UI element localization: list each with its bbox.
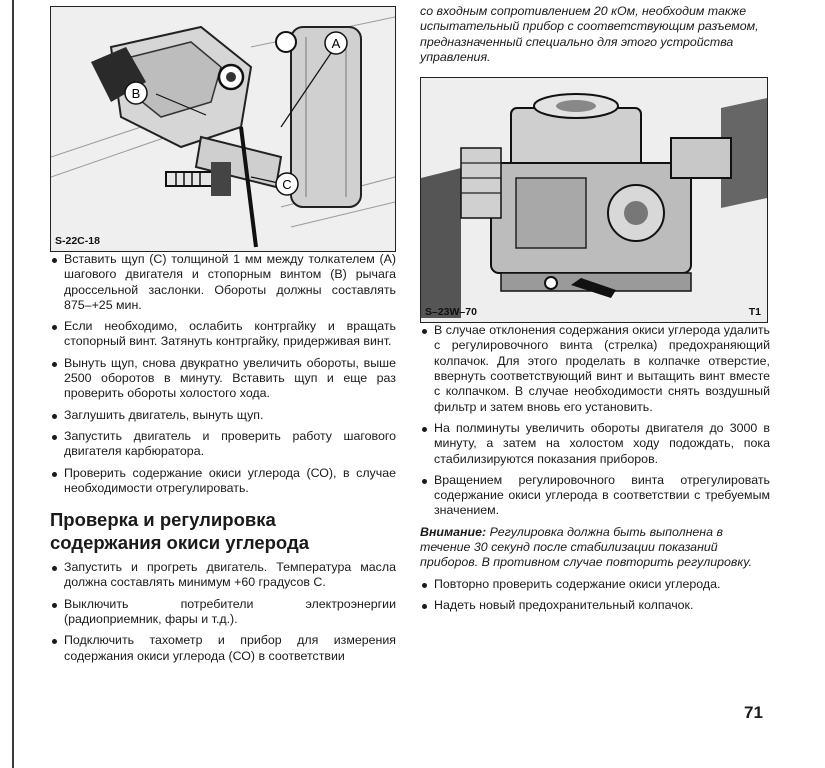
page-number: 71 [744,703,763,722]
procedure-list-right [420,323,770,519]
page-edge-line [12,0,14,768]
figure-code-left: S-22C-18 [55,235,100,247]
list-item: Надеть новый предохранительный колпачок. [420,598,770,613]
procedure-list-top [50,252,396,496]
callout-b: B [131,86,141,101]
list-item: Повторно проверить содержание окиси углерода. [420,577,770,592]
list-item: Проверить содержание окиси углерода (СО), в случае необходимости отрегулировать. [50,466,396,497]
section-heading-line1: Проверка и регулировка [50,509,276,531]
callout-c: C [282,177,292,192]
list-item: Подключить тахометр и прибор для измерения содержания окиси углерода (СО) в соответствии [50,633,396,664]
list-item: В случае отклонения содержания окиси углерода удалить с регулировочного винта (стрелка) предохраняющий колпачок. Для этого проделать в колпачке отверстие, ввернуть соответствующий винт и вытащить винт вместе с колпачком. В случае необходимости снять воздушный фильтр и затем вновь его установить. [420,323,770,415]
list-item: Вынуть щуп, снова двукратно увеличить обороты, выше 2500 оборотов в минуту. Вставить щуп и еще раз проверить обороты холостого хода. [50,356,396,402]
intro-paragraph: со входным сопротивлением 20 кОм, необходим также испытательный прибор с соответствующим разъемом, предназначенный специально для этого устройства управления. [420,4,759,64]
list-item: На полминуты увеличить обороты двигателя до 3000 в минуту, а затем на холостом ходу подождать, пока стабилизируются показания приборов. [420,421,770,467]
list-item: Заглушить двигатель, вынуть щуп. [50,408,396,423]
section-heading-line2: содержания окиси углерода [50,532,309,554]
procedure-list-bottom [50,560,396,664]
list-item: Вращением регулировочного винта отрегулировать содержание окиси углерода в соответствии с требуемым значением. [420,473,770,519]
list-item: Запустить и прогреть двигатель. Температура масла должна составлять минимум +60 градусов С. [50,560,396,591]
list-item: Если необходимо, ослабить контргайку и вращать стопорный винт. Затянуть контргайку, придерживая винт. [50,319,396,350]
throttle-figure [50,6,396,252]
figure-code-right: S–23W–70 [425,306,477,319]
left-column [50,0,396,670]
warning-note [420,525,770,571]
carburetor-figure [420,77,768,323]
figure-tag: T1 [748,306,761,319]
throttle-linkage-drawing [51,7,395,251]
right-column [420,0,770,619]
list-item: Запустить двигатель и проверить работу шагового двигателя карбюратора. [50,429,396,460]
procedure-list-right-final [420,577,770,614]
section-heading [50,508,396,554]
warning-label: Внимание: [420,524,487,539]
list-item: Вставить щуп (С) толщиной 1 мм между толкателем (А) шагового двигателя и стопорным винтом (В) рычага дроссельной заслонки. Обороты должны составлять 875–+25 мин. [50,252,396,313]
warning-text: Регулировка должна быть выполнена в течение 30 секунд после стабилизации показаний приборов. В противном случае повторить регулировку. [420,524,753,570]
carburetor-drawing [421,78,767,322]
list-item: Выключить потребители электроэнергии (радиоприемник, фары и т.д.). [50,597,396,628]
callout-a: A [331,36,341,51]
